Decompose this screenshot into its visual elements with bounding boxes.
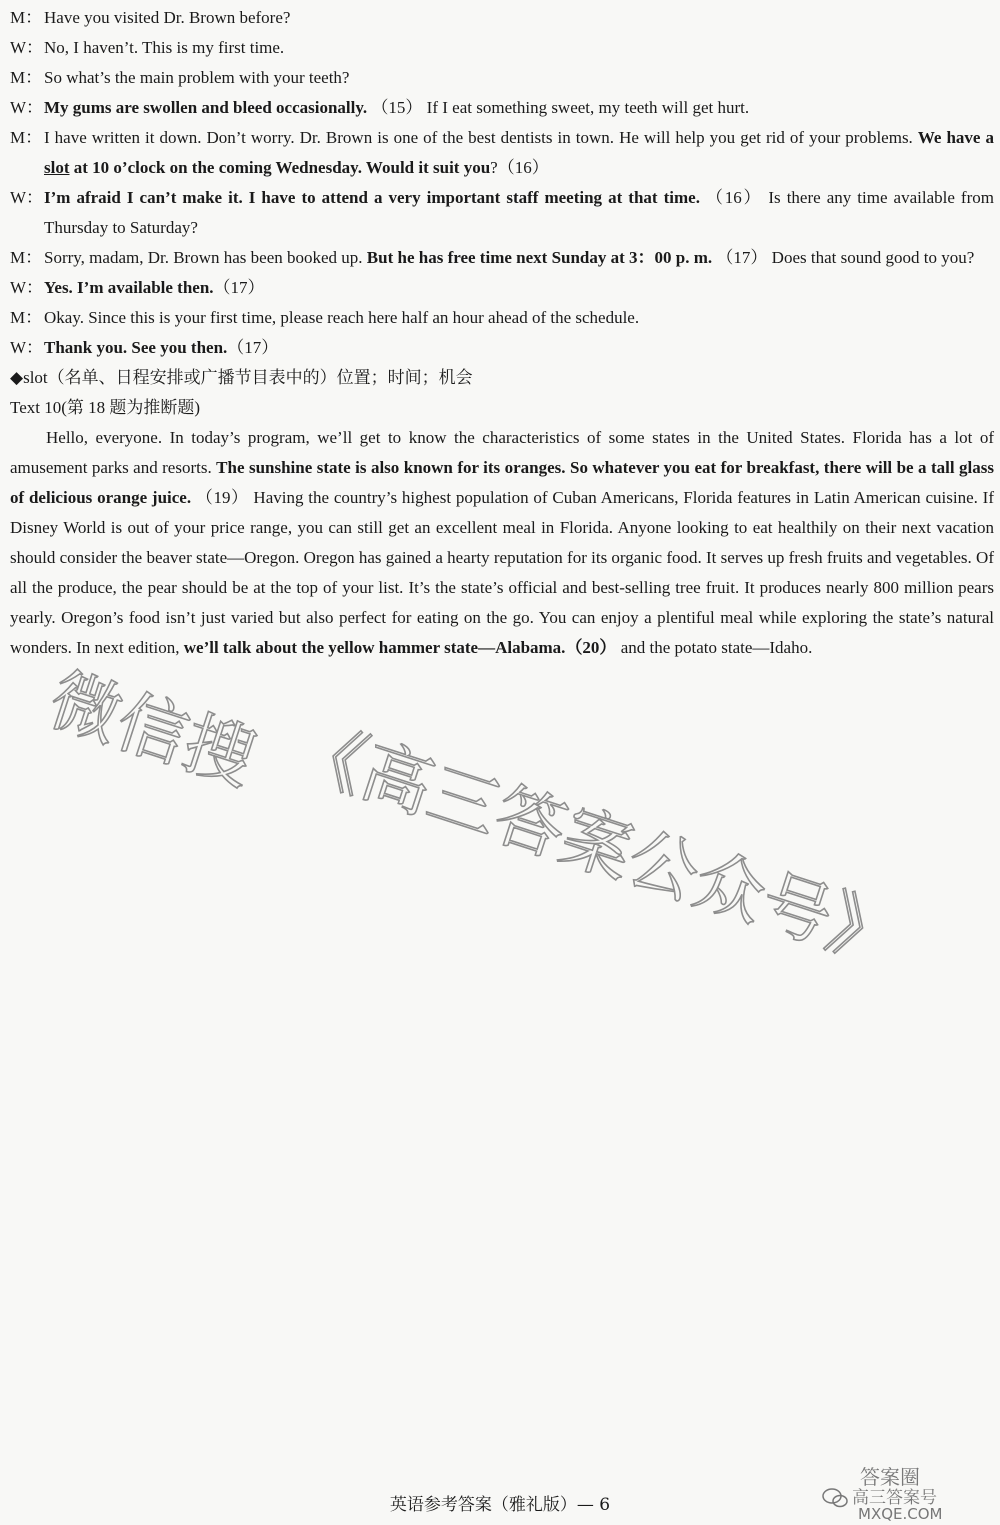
utterance (44, 303, 994, 333)
utterance (44, 33, 994, 63)
answer-highlight: at 10 o’clock on the coming Wednesday. Would it suit you (69, 158, 491, 177)
wechat-icon (823, 1489, 847, 1507)
text-segment: （17） (213, 278, 265, 297)
dialogue-line (10, 303, 994, 333)
text-segment: I have written it down. Don’t worry. Dr. Brown is one of the best dentists in town. He will help you get rid of your problems. (44, 128, 918, 147)
dialogue-line (10, 3, 994, 33)
answer-highlight: We have a (917, 128, 995, 147)
answer-highlight: The sunshine state is also known for its oranges. So whatever you eat for breakfast, there will be a tall glass of delicious orange juice. (10, 458, 994, 507)
utterance (44, 243, 994, 273)
utterance (44, 273, 994, 303)
speaker-label: W： (10, 98, 44, 117)
dialogue-line (10, 123, 994, 183)
text-segment: Sorry, madam, Dr. Brown has been booked up. (44, 248, 367, 267)
answer-highlight: But he has free time next Sunday at 3：00 p. m. (366, 248, 713, 267)
dialogue-line (10, 333, 994, 363)
passage-paragraph (10, 423, 994, 663)
dialogue-line (10, 33, 994, 63)
dialogue-line (10, 243, 994, 273)
question-number: （20） (565, 638, 617, 657)
speaker-label: W： (10, 38, 44, 57)
speaker-label: M： (10, 128, 43, 147)
logo-middle-text: 高三答案号 (852, 1488, 937, 1508)
page-footer: 英语参考答案（雅礼版）— 6 (389, 1495, 611, 1515)
text-segment: Have you visited Dr. Brown before? (44, 8, 291, 27)
utterance (44, 183, 994, 243)
dialogue-line (10, 273, 994, 303)
text-segment: Hello, everyone. In today’s program, we’ll get to know the characteristics of some states in the United States. Florida has a lot of amusement parks and resorts. (10, 428, 994, 477)
vocab-note: ◆slot（名单、日程安排或广播节目表中的）位置；时间；机会 (10, 368, 473, 387)
speaker-label: M： (10, 248, 43, 267)
text-segment: and the potato state—Idaho. (616, 638, 813, 657)
answer-highlight: I’m afraid I can’t make it. I have to attend a very important staff meeting at that time. (44, 188, 700, 207)
watermark-line-2: 《高三答案公众号》 (284, 708, 910, 981)
speaker-label: W： (10, 278, 44, 297)
text-segment: ?（16） (490, 158, 549, 177)
speaker-label: W： (10, 338, 44, 357)
utterance (44, 63, 994, 93)
speaker-label: M： (10, 308, 43, 327)
answer-highlight: we’ll talk about the yellow hammer state—Alabama. (183, 638, 566, 657)
answer-highlight: Thank you. See you then. (44, 338, 228, 357)
text-segment: （19） Having the country’s highest population of Cuban Americans, Florida features in Latin American cuisine. If Disney World is out of your price range, you can still get an excellent meal in Florida. Anyone looking to eat healthily on their next vacation should consider the beaver state—Oregon. Oregon has gained a hearty reputation for its organic food. It serves up fresh fruits and vegetables. Of all the produce, the pear should be at the top of your list. It’s the state’s official and best-selling tree fruit. It produces nearly 800 million pears yearly. Oregon’s food isn’t just varied but also perfect for eating on the go. You can enjoy a plentiful meal while exploring the state’s natural wonders. In next edition, (10, 488, 994, 657)
logo-bottom-text: MXQE.COM (858, 1505, 943, 1522)
watermark-line-1: 微信搜 (39, 658, 265, 802)
utterance (44, 3, 994, 33)
text-segment: （15） If I eat something sweet, my teeth will get hurt. (367, 98, 750, 117)
vocab-keyword: slot (44, 158, 70, 177)
text-segment: （17） (227, 338, 279, 357)
logo-top-text: 答案圈 (860, 1466, 920, 1489)
dialogue-line (10, 93, 994, 123)
utterance (44, 93, 994, 123)
text-segment: So what’s the main problem with your teeth? (44, 68, 350, 87)
speaker-label: W： (10, 188, 44, 207)
speaker-label: M： (10, 68, 43, 87)
text-segment: Okay. Since this is your first time, please reach here half an hour ahead of the schedule. (44, 308, 640, 327)
site-logo (818, 1466, 994, 1522)
page-content (10, 3, 994, 663)
dialogue-line (10, 183, 994, 243)
utterance (44, 123, 994, 183)
text-segment: （17） Does that sound good to you? (712, 248, 975, 267)
section-heading: Text 10(第 18 题为推断题) (10, 398, 201, 417)
answer-highlight: My gums are swollen and bleed occasionally. (44, 98, 368, 117)
utterance (44, 333, 994, 363)
text-segment: （16） Is there any time available from Thursday to Saturday? (44, 188, 994, 237)
text-segment: No, I haven’t. This is my first time. (44, 38, 285, 57)
speaker-label: M： (10, 8, 43, 27)
dialogue-line (10, 63, 994, 93)
answer-highlight: Yes. I’m available then. (44, 278, 214, 297)
dialogue (10, 3, 994, 363)
